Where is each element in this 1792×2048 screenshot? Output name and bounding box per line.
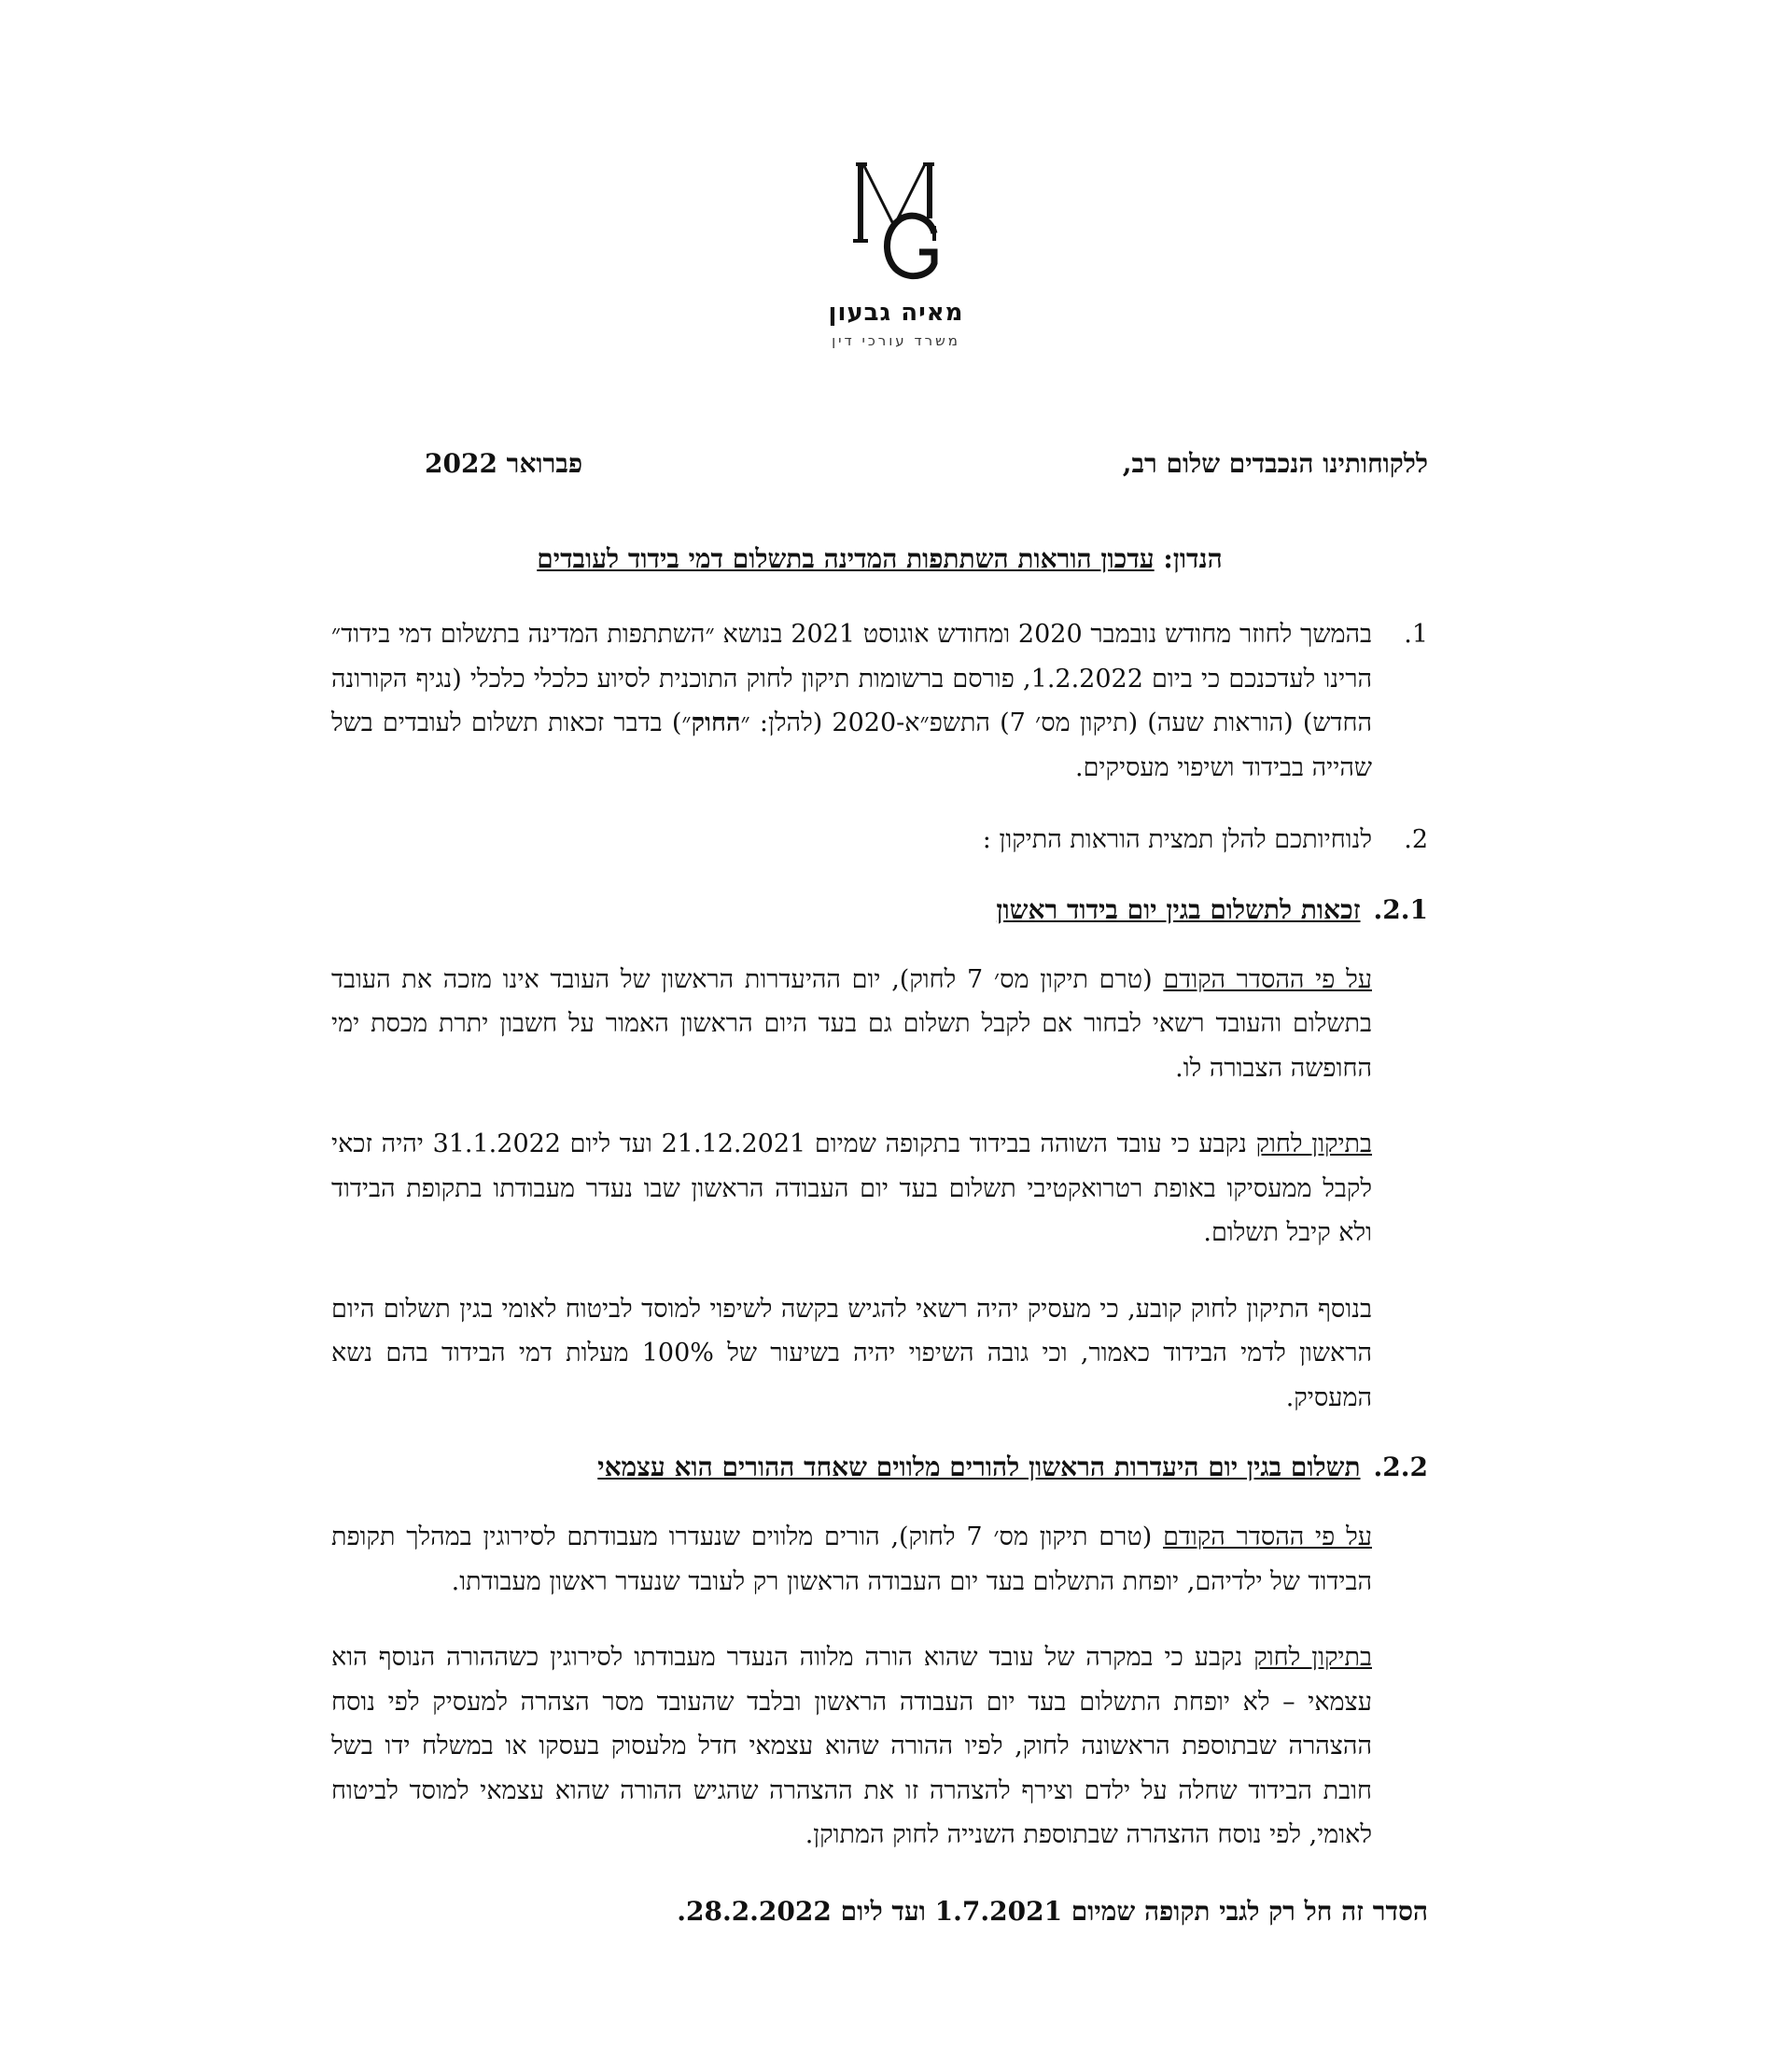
section-heading <box>331 894 1428 926</box>
paragraph <box>331 1515 1428 1604</box>
underlined-lead: בתיקון לחוק <box>1255 1129 1373 1158</box>
letter-body <box>331 439 1428 1933</box>
subject-prefix: הנדון: <box>1163 543 1223 574</box>
subject-text: עדכון הוראות השתתפות המדינה בתשלום דמי בידוד לעובדים <box>537 543 1155 574</box>
section-heading <box>331 1452 1428 1483</box>
paragraph: בנוסף התיקון לחוק קובע, כי מעסיק יהיה רשאי להגיש בקשה לשיפוי למוסד לביטוח לאומי בגין תשלום היום הראשון לדמי הבידוד כאמור, וכי גובה השיפוי יהיה בשיעור של 100% מעלות דמי הבידוד בהם נשא המעסיק. <box>331 1294 1372 1412</box>
firm-subtitle: משרד עורכי דין <box>832 332 960 349</box>
list-item <box>331 818 1428 863</box>
paragraph-text: נקבע כי עובד השוהה בבידוד בתקופה שמיום 21.12.2021 ועד ליום 31.1.2022 יהיה זכאי לקבל ממעסיקו באופת רטרואקטיבי תשלום בעד יום העבודה הראשון שבו נעדר מעבודתו בתקופת הבידוד ולא קיבל תשלום. <box>331 1129 1372 1247</box>
item-number: 1. <box>1404 620 1428 649</box>
item-text-part: ״) בדבר זכאות תשלום לעובדים בשל שהייה בבידוד ושיפוי מעסיקים. <box>331 708 1372 782</box>
mg-monogram-icon <box>845 159 947 280</box>
section-title: זכאות לתשלום בגין יום בידוד ראשון <box>996 893 1361 925</box>
section-number: 2.2. <box>1373 1452 1428 1482</box>
defined-term: החוק <box>691 708 741 737</box>
firm-name: מאיה גבעון <box>828 299 964 327</box>
item-text <box>331 612 1372 790</box>
underlined-lead: על פי ההסדר הקודם <box>1163 1522 1372 1551</box>
paragraph-text: נקבע כי במקרה של עובד שהוא הורה מלווה הנעדר מעבודתו לסירוגין כשההורה הנוסף הוא עצמאי – לא יופחת התשלום בעד יום העבודה הראשון ובלבד שהעובד מסר הצהרה למעסיק לפי נוסח ההצהרה שבתוספת הראשונה לחוק, לפיו ההורה שהוא עצמאי חדל מלעסוק בעסקו או במשלח ידו בשל חובת הבידוד שחלה על ילדם וצירף להצהרה זו את ההצהרה שהגיש ההורה שהוא עצמאי למוסד לביטוח לאומי, לפי נוסח ההצהרה שבתוספת השנייה לחוק המתוקן. <box>331 1643 1372 1849</box>
paragraph <box>331 958 1428 1091</box>
section-title: תשלום בגין יום היעדרות הראשון להורים מלווים שאחד ההורים הוא עצמאי <box>597 1452 1361 1482</box>
letter-header <box>331 439 1428 495</box>
list-item <box>331 612 1428 790</box>
paragraph-text: (טרם תיקון מס׳ 7 לחוק), הורים מלווים שנעדרו מעבודתם לסירוגין במהלך תקופת הבידוד של ילדיהם, יופחת התשלום בעד יום העבודה הראשון רק לעובד שנעדר ראשון מעבודתו. <box>331 1522 1372 1596</box>
subject-line <box>331 543 1428 575</box>
greeting: ללקוחותינו הנכבדים שלום רב, <box>1122 448 1428 479</box>
item-text: לנוחיותכם להלן תמצית הוראות התיקון : <box>982 825 1372 854</box>
final-note: הסדר זה חל רק לגבי תקופה שמיום 1.7.2021 ועד ליום 28.2.2022. <box>677 1895 1428 1927</box>
paragraph-text: (טרם תיקון מס׳ 7 לחוק), יום ההיעדרות הראשון של העובד אינו מזכה את העובד בתשלום והעובד רשאי לבחור אם לקבל תשלום גם בעד היום הראשון האמור על חשבון יתרת מכסת ימי החופשה הצבורה לו. <box>331 964 1372 1083</box>
letter-date: פברואר 2022 <box>425 448 583 479</box>
item-text-part: בהמשך לחוזר מחודש נובמבר 2020 ומחודש אוגוסט 2021 בנושא ״השתתפות המדינה בתשלום דמי בידוד״ הרינו לעדכנכם כי ביום 1.2.2022, פורסם ברשומות תיקון לחוק התוכנית לסיוע כלכלי כלכלי (נגיף הקורונה החדש) (הוראות שעה) (תיקון מס׳ 7) התשפ״א-2020 (להלן: ״ <box>331 620 1372 737</box>
paragraph <box>331 1635 1428 1858</box>
firm-logo <box>826 159 966 349</box>
item-number: 2. <box>1404 825 1428 854</box>
underlined-lead: בתיקון לחוק <box>1253 1643 1372 1672</box>
underlined-lead: על פי ההסדר הקודם <box>1163 964 1372 994</box>
paragraph <box>331 1122 1428 1255</box>
section-number: 2.1. <box>1373 893 1428 925</box>
